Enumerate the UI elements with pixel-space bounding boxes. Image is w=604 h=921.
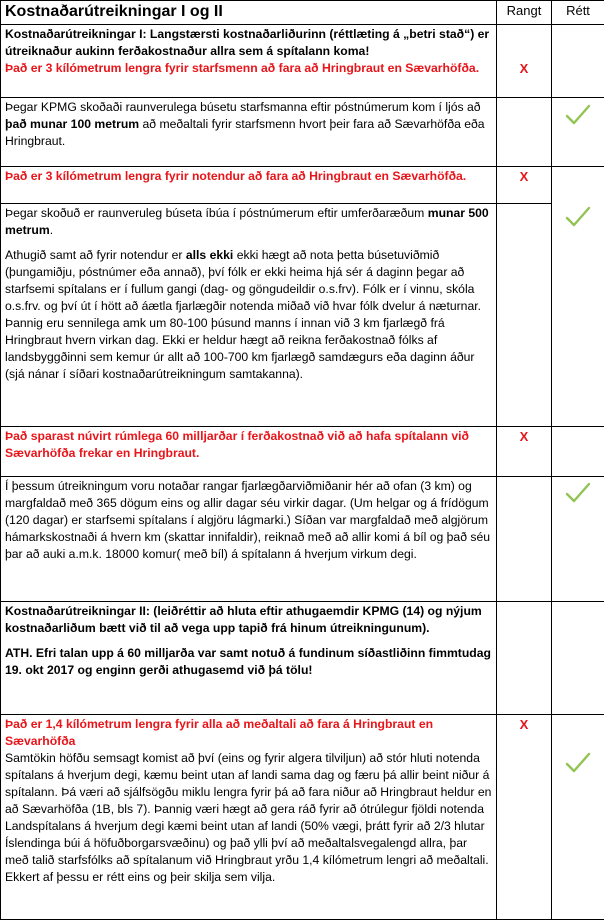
x-mark-icon: X xyxy=(519,717,529,732)
text-segment: Athugið samt að fyrir notendur er xyxy=(5,248,186,262)
text-segment: Þegar skoðuð er raunveruleg búseta íbúa í póstnúmerum eftir umferðaræðum xyxy=(5,206,428,220)
text-segment: ekki hægt að nota þetta búsetuviðmið (þungamiðju, póstnúmer eða annað), því fólk er ekki heima hjá sér á daginn þegar að starfsemi spítalans er í fullum gangi (dag- og göngudeildir o.s.frv). Fólk er í vinnu, skóla o.s.frv. og því út í hött að áætla fjarlægðir notenda miðað við hvar fólk dvelur á næturnar. Þannig eru sennilega amk um 80-100 þúsund manns í innan við 3 km fjarlægð frá Hringbraut hvern virkan dag. Ekki er heldur hægt að reikna ferðakostnað fólks af landsbyggðinni sem kemur úr allt að 100-700 km fjarlægð samdægurs eða daginn áður (sjá nánar í síðari kostnaðarútreikningum samtakanna). xyxy=(5,248,482,381)
claim-text: Það sparast núvirt rúmlega 60 milljarðar í ferðakostnað við að hafa spítalann við Sævarhöfða frekar en Hringbraut. xyxy=(5,429,469,460)
right-mark-cell xyxy=(552,98,604,167)
claim-text: Það er 3 kílómetrum lengra fyrir starfsmenn að fara að Hringbraut en Sævarhöfða. xyxy=(5,61,480,75)
wrong-mark-cell xyxy=(497,477,552,602)
column-header-wrong: Rangt xyxy=(497,1,552,25)
checkmark-icon xyxy=(565,480,591,506)
right-mark-cell xyxy=(552,204,604,427)
table-row xyxy=(1,167,604,204)
note-text: ATH. Efri talan upp á 60 milljarða var samt notuð á fundinum síðastliðinn fimmtudag 19. okt 2017 og enginn gerði athugasemd við þá tölu! xyxy=(5,646,491,677)
claim-text: Það er 1,4 kílómetrum lengra fyrir alla að meðaltali að fara á Hringbraut en Sævarhöfða xyxy=(5,717,434,748)
checkmark-icon xyxy=(565,750,591,776)
wrong-mark-cell xyxy=(497,204,552,427)
wrong-mark-cell xyxy=(497,98,552,167)
claim-cell xyxy=(1,715,497,920)
rebuttal-text: Samtökin höfðu semsagt komist að því (eins og fyrir algera tilviljun) að stór hluti notenda spítalans á hverjum degi, kæmu beint utan af landi sama dag og færu þá allir beint niður á spítalann. Þá væri að sjálfsögðu miklu lengra fyrir þá að fara niður að Hringbraut heldur en að Sævarhöfða (1B, bls 7). Þannig væri hægt að gera ráð fyrir að ótrúlegur fjöldi notenda Landspítalans á hverjum degi kæmi beint utan af landi (50% vægi, þrátt fyrir að 2/3 hlutar Íslendinga búi á höfuðborgarsvæðinu) og það ylli því að meðaltalsvegalengd allra, þar með talið starfsfólks að spítalanum við Hringbraut yrðu 1,4 kílómetrum lengri að meðaltali. Ekkert af þessu er rétt eins og þeir skilja sem vilja. xyxy=(5,751,492,884)
section-cell xyxy=(1,602,497,715)
wrong-mark-cell xyxy=(497,25,552,98)
table-row xyxy=(1,25,604,98)
claim-text: Það er 3 kílómetrum lengra fyrir notendur að fara að Hringbraut en Sævarhöfða. xyxy=(5,169,467,183)
emphasis-text: alls ekki xyxy=(185,248,234,262)
text-segment: . xyxy=(49,223,54,237)
emphasis-text: það munar 100 metrum xyxy=(5,117,140,131)
rebuttal-text xyxy=(5,205,493,239)
text-segment: að meðaltali fyrir starfsmenn hvort þeir fara að Sævarhöfða eða Hringbraut. xyxy=(5,117,485,148)
rebuttal-text xyxy=(5,247,493,383)
page-title: Kostnaðarútreikningar I og II xyxy=(1,1,497,25)
table-row xyxy=(1,602,604,715)
claim-cell xyxy=(1,25,497,98)
section-intro: Kostnaðarútreikningar I: Langstærsti kostnaðarliðurinn (réttlæting á „betri stað“) er útreiknaður aukinn ferðakostnaður allra sem á spítalann koma! xyxy=(5,27,490,58)
text-segment: Þegar KPMG skoðaði raunverulega búsetu starfsmanna eftir póstnúmerum kom í ljós að xyxy=(5,100,481,114)
table-row xyxy=(1,204,604,427)
x-mark-icon: X xyxy=(519,61,529,76)
right-mark-cell xyxy=(552,167,604,204)
table-row xyxy=(1,98,604,167)
column-header-right: Rétt xyxy=(552,1,604,25)
checkmark-icon xyxy=(565,204,591,230)
wrong-mark-cell xyxy=(497,167,552,204)
right-mark-cell xyxy=(552,427,604,477)
rebuttal-cell xyxy=(1,477,497,602)
rebuttal-cell xyxy=(1,204,497,427)
claim-cell xyxy=(1,427,497,477)
table-row xyxy=(1,477,604,602)
right-mark-cell xyxy=(552,602,604,715)
header-row xyxy=(1,1,604,25)
wrong-mark-cell xyxy=(497,427,552,477)
right-mark-cell xyxy=(552,25,604,98)
x-mark-icon: X xyxy=(519,429,529,444)
right-mark-cell xyxy=(552,477,604,602)
wrong-mark-cell xyxy=(497,715,552,920)
wrong-mark-cell xyxy=(497,602,552,715)
table-row xyxy=(1,427,604,477)
rebuttal-text: Í þessum útreikningum voru notaðar rangar fjarlægðarviðmiðanir hér að ofan (3 km) og margfaldað með 365 dögum eins og allir dagar séu virkir dagar. (Um helgar og á frídögum (120 dagar) er starfsemi spítalans í algjöru lágmarki.) Síðan var margfaldað með algjörum hámarkskostnaði á hvern km (skattar innifaldir), reiknað með að allir komi á bíl og það séu þar að auki a.m.k. 18000 komur( með bíl) á spítalann á hverjum virkum degi. xyxy=(5,479,491,561)
right-mark-cell xyxy=(552,715,604,920)
table-row xyxy=(1,715,604,920)
emphasis-text: munar 500 metrum xyxy=(5,206,489,237)
rebuttal-cell xyxy=(1,98,497,167)
x-mark-icon: X xyxy=(519,169,529,184)
claim-cell xyxy=(1,167,497,204)
checkmark-icon xyxy=(565,102,591,128)
section-intro: Kostnaðarútreikningar II: (leiðréttir að hluta eftir athugaemdir KPMG (14) og nýjum kostnaðarliðum bætt við til að vega upp tapið frá hinum útreikningunum). xyxy=(5,604,482,635)
rebuttal-text xyxy=(5,99,493,150)
